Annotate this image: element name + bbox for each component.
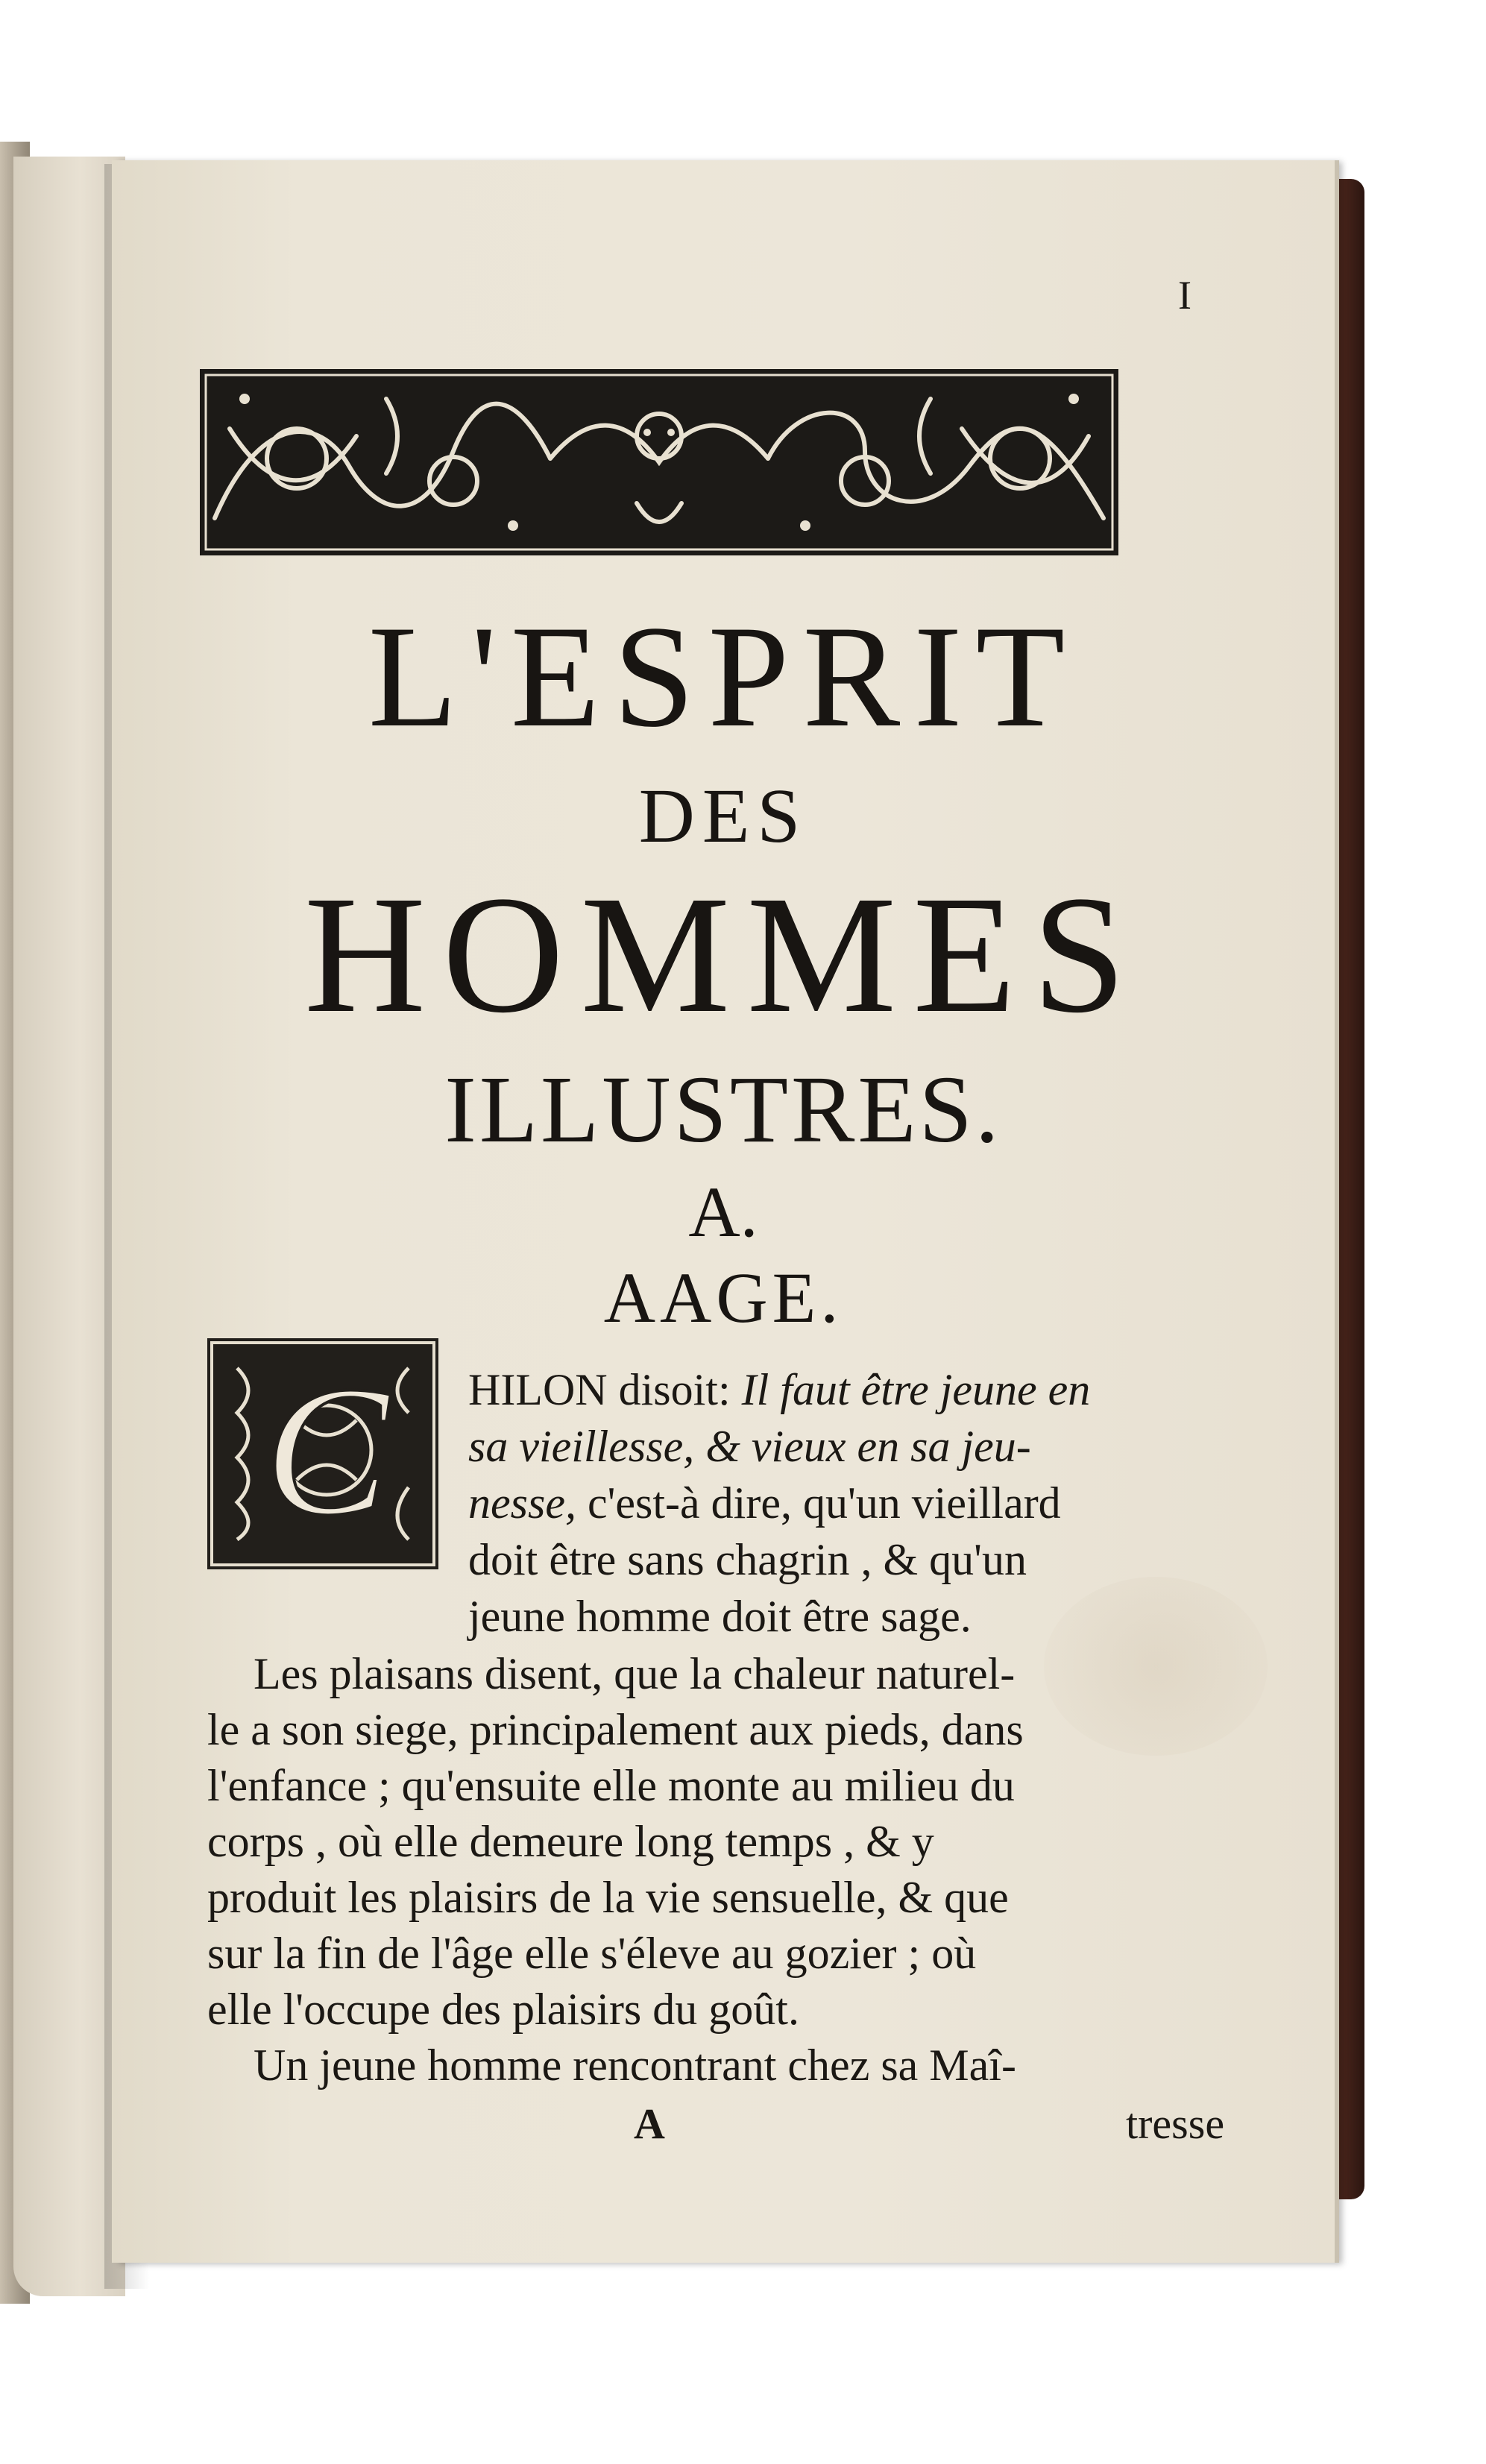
section-heading: AAGE. bbox=[603, 1258, 843, 1337]
text-line: corps , où elle demeure long temps , & y bbox=[207, 1817, 934, 1866]
title-line-illustres: ILLUSTRES. bbox=[444, 1056, 1002, 1162]
text-line: doit être sans chagrin , & qu'un bbox=[468, 1535, 1027, 1584]
text-line: l'enfance ; qu'ensuite elle monte au milieu du bbox=[207, 1761, 1015, 1810]
italic-span: Il faut être jeune en bbox=[741, 1365, 1091, 1414]
text-span: HILON disoit: bbox=[468, 1365, 742, 1414]
right-page bbox=[112, 160, 1335, 2263]
text-line: jeune homme doit être sage. bbox=[468, 1592, 972, 1641]
text-line bbox=[468, 1362, 1486, 1418]
drop-cap-letter: C bbox=[264, 1348, 389, 1554]
title-line-esprit: L'ESPRIT bbox=[368, 596, 1079, 757]
ornamental-headpiece bbox=[200, 369, 1118, 555]
text-line: elle l'occupe des plaisirs du goût. bbox=[207, 1985, 799, 2034]
text-line: Les plaisans disent, que la chaleur naturel- bbox=[254, 1649, 1016, 1698]
text-line: sur la fin de l'âge elle s'éleve au gozier ; où bbox=[207, 1929, 977, 1978]
text-line: Un jeune homme rencontrant chez sa Maî- bbox=[254, 2041, 1016, 2090]
title-line-hommes: HOMMES bbox=[303, 861, 1143, 1047]
text-span: c'est-à dire, qu'un vieillard bbox=[587, 1478, 1061, 1528]
text-line bbox=[468, 1475, 1486, 1531]
text-line: le a son siege, principalement aux pieds, dans bbox=[207, 1705, 1024, 1754]
italic-span: nesse, bbox=[468, 1478, 588, 1528]
page-number: I bbox=[1178, 273, 1191, 318]
signature-mark: A bbox=[634, 2099, 665, 2148]
text-line: sa vieillesse, & vieux en sa jeu- bbox=[468, 1422, 1031, 1471]
catchword: tresse bbox=[1126, 2099, 1225, 2148]
ornamental-drop-cap bbox=[207, 1338, 438, 1569]
text-line: produit les plaisirs de la vie sensuelle, & que bbox=[207, 1873, 1009, 1922]
title-line-des: DES bbox=[638, 773, 808, 859]
section-letter: A. bbox=[688, 1172, 758, 1252]
